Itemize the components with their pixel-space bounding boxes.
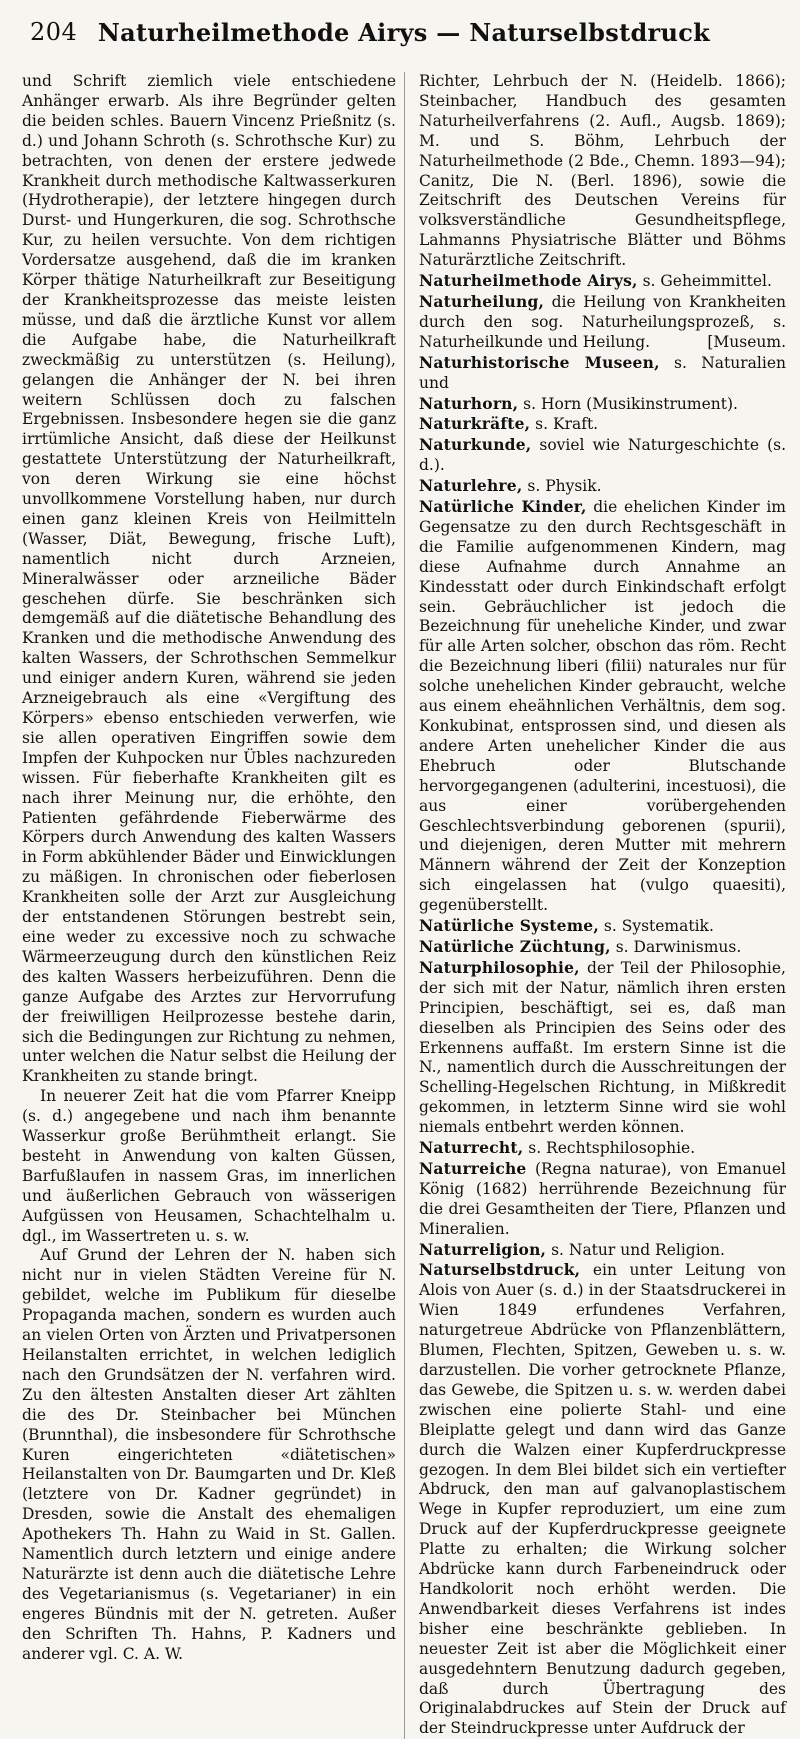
entry-text: soviel wie Naturgeschichte (s. d.). (419, 436, 786, 475)
entry-term: Naturkunde, (419, 435, 532, 455)
entry-term: Naturheilung, (419, 291, 545, 311)
entry-text: ein unter Leitung von Alois von Auer (s. d.) in der Staatsdruckerei in Wien 1849 erfundenes Verfahren, naturgetreue Abdrücke von Pflanzenblättern, Blumen, Flechten, Spitzen, Geweben u. s. w. darzustellen. Die vorher getrocknete Pflanze, das Gewebe, die Spitzen u. s. w. werden dabei zwischen eine polierte Stahl- und eine Bleiplatte gelegt und dann wird das Ganze durch die Walzen einer Kupferdruckpresse gezogen. In dem Blei bildet sich ein vertiefter Abdruck, den man auf galvanoplastischem Wege in Kupfer reproduziert, um eine zum Druck auf der Kupferdruckpresse geeignete Platte zu erhalten; die Wirkung solcher Abdrücke kann durch Farbeneindruck oder Handkolorit noch erhöht werden. Die Anwendbarkeit dieses Verfahrens ist indes bisher eine beschränkte geblieben. In neuester Zeit ist aber die Möglichkeit einer ausgedehntern Benutzung dadurch gegeben, daß durch Übertragung des Originalabdruckes auf Stein der Druck auf der Steindruckpresse unter Aufdruck der (419, 1261, 786, 1738)
entry-term: Natürliche Kinder, (419, 497, 587, 517)
entry (419, 937, 786, 958)
entry-term: Natürliche Züchtung, (419, 936, 611, 956)
page-number: 204 (30, 18, 78, 46)
entry-text: s. Kraft. (530, 415, 599, 434)
entry-term: Naturlehre, (419, 476, 523, 496)
running-title: Naturheilmethode Airys — Naturselbstdruck (97, 18, 711, 47)
entry-text: s. Rechtsphilosophie. (523, 1139, 696, 1158)
entry-text: die ehelichen Kinder im Gegensatze zu den durch Rechtsgeschäft in die Familie aufgenommenen Kindern, mag diese Aufnahme durch Annahme an Kindesstatt oder durch Einkindschaft erfolgt sein. Gebräuchlicher ist jedoch die Bezeichnung für uneheliche Kinder, und zwar für alle Arten solcher, obschon das röm. Recht die Bezeichnung liberi (filii) naturales nur für solche unehelichen Kinder gebraucht, welche aus einem eheähnlichen Verhältnis, dem sog. Konkubinat, entsprossen sind, und diesen als andere Arten unehelicher Kinder die aus Ehebruch oder Blutschande hervorgegangenen (adulterini, incestuosi), die aus einer vorübergehenden Geschlechtsverbindung geborenen (spurii), und diejenigen, deren Mutter mit mehrern Männern während der Zeit der Konzeption sich eingelassen hat (vulgo quaesiti), gegenüberstellt. (419, 498, 786, 915)
right-column (404, 72, 786, 1739)
paragraph: Richter, Lehrbuch der N. (Heidelb. 1866); Steinbacher, Handbuch des gesamten Naturheilverfahrens (2. Aufl., Augsb. 1869); M. und S. Böhm, Lehrbuch der Naturheilmethode (2 Bde., Chemn. 1893—94); Canitz, Die N. (Berl. 1896), sowie die Zeitschrift des Deutschen Vereins für volksverständliche Gesundheitspflege, Lahmanns Physiatrische Blätter und Böhms Naturärztliche Zeitschrift. (419, 72, 786, 270)
entry-term: Natürliche Systeme, (419, 916, 599, 936)
entry (419, 476, 786, 497)
entry-text: s. Natur und Religion. (546, 1240, 725, 1259)
entry-text: die Heilung von Krankheiten durch den sog. Naturheilungsprozeß, s. Naturheilkunde und Heilung. (419, 292, 786, 351)
entry-term: Naturkräfte, (419, 414, 531, 434)
paragraph: Auf Grund der Lehren der N. haben sich nicht nur in vielen Städten Vereine für N. gebildet, welche im Publikum für dieselbe Propaganda machen, sondern es wurden auch an vielen Orten von Ärzten und Privatpersonen Heilanstalten errichtet, in welchen lediglich nach den Grundsätzen der N. verfahren wird. Zu den ältesten Anstalten dieser Art zählten die des Dr. Steinbacher bei München (Brunnthal), die insbesondere für Schrothsche Kuren eingerichteten «diätetischen» Heilanstalten von Dr. Baumgarten und Dr. Kleß (letztere von Dr. Kadner gegründet) in Dresden, sowie die Anstalt des ehemaligen Apothekers Th. Hahn zu Waid in St. Gallen. Namentlich durch letztern und einige andere Naturärzte ist denn auch die diätetische Lehre des Vegetarianismus (s. Vegetarianer) in ein engeres Bündnis mit der N. getreten. Außer den Schriften Th. Hahns, P. Kadners und anderer vgl. C. A. W. (22, 1246, 396, 1663)
entry (419, 497, 786, 916)
entry-term: Naturrecht, (419, 1138, 524, 1158)
entry (419, 435, 786, 476)
entry-term: Naturselbstdruck, (419, 1260, 581, 1280)
entry-term: Naturhistorische Museen, (419, 352, 660, 372)
entry-continuation-tag: [Museum. (707, 332, 786, 351)
entry (419, 1240, 786, 1261)
entry (419, 292, 786, 353)
entry-term: Naturheilmethode Airys, (419, 271, 638, 291)
entry-text: s. Darwinismus. (610, 937, 742, 956)
entry-text: (Regna naturae), von Emanuel König (1682) herrührende Bezeichnung für die drei Gesamtheiten der Tiere, Pflanzen und Mineralien. (419, 1159, 786, 1238)
entry-text: s. Physik. (522, 477, 602, 496)
page-header (22, 10, 786, 50)
entry (419, 353, 786, 394)
paragraph: und Schrift ziemlich viele entschiedene Anhänger erwarb. Als ihre Begründer gelten die beiden schles. Bauern Vincenz Prießnitz (s. d.) und Johann Schroth (s. Schrothsche Kur) zu betrachten, von denen der erstere jedwede Krankheit durch methodische Kaltwasserkuren (Hydrotherapie), der letztere hingegen durch Durst- und Hungerkuren, die sog. Schrothsche Kur, zu heilen versuchte. Von dem richtigen Vordersatze ausgehend, daß die im kranken Körper thätige Naturheilkraft zur Beseitigung der Krankheitsprozesse das meiste leisten müsse, und daß die ärztliche Kunst vor allem die Aufgabe habe, die Naturheilkraft zweckmäßig zu unterstützen (s. Heilung), gelangen die Anhänger der N. bei ihren weitern Schlüssen doch zu falschen Ergebnissen. Insbesondere hegen sie die ganz irrtümliche Ansicht, daß diese der Heilkunst gestattete Unterstützung der Naturheilkraft, von deren Wirkung sie eine höchst unvollkommene Vorstellung haben, nur durch einen ganz kleinen Kreis von Heilmitteln (Wasser, Diät, Bewegung, frische Luft), namentlich nicht durch Arzneien, Mineralwässer oder arzneiliche Bäder geschehen dürfe. Sie beschränken sich demgemäß auf die diätetische Behandlung des Kranken und die methodische Anwendung des kalten Wassers, der Schrothschen Semmelkur und einiger andern Kuren, während sie jeden Arzneigebrauch als eine «Vergiftung des Körpers» ebenso entschieden verwerfen, wie sie allen operativen Eingriffen sowie dem Impfen der Kuhpocken nur Übles nachzureden wissen. Für fieberhafte Krankheiten gilt es nach ihrer Meinung nur, die erhöhte, den Patienten gefährdende Fieberwärme des Körpers durch Anwendung des kalten Wassers in Form abkühlender Bäder und Einwicklungen zu mäßigen. In chronischen oder fieberlosen Krankheiten solle der Arzt zur Ausgleichung der entstandenen Störungen bestrebt sein, eine weder zu excessive noch zu schwache Wärmeerzeugung durch den künstlichen Reiz des kalten Wassers herbeizuführen. Denn die ganze Aufgabe des Arztes zur Hervorrufung der freiwilligen Heilprozesse bestehe darin, sich die Bedingungen zur Richtung zu nehmen, unter welchen die Natur selbst die Heilung der Krankheiten zu stande bringt. (22, 72, 396, 1086)
entry (419, 271, 786, 292)
entry (419, 1138, 786, 1159)
entry (419, 1260, 786, 1739)
text-columns (22, 72, 786, 1739)
entry-text: s. Horn (Musikinstrument). (518, 394, 738, 413)
entry-text: der Teil der Philosophie, der sich mit der Natur, nämlich ihren ersten Principien, beschäftigt, sei es, daß man dieselben als Principien des Seins oder des Erkennens auffaßt. Im erstern Sinne ist die N., namentlich durch die Ausschreitungen der Schelling-Hegelschen Richtung, in Mißkredit gekommen, in letzterm Sinne wird sie wohl niemals entbehrt werden können. (419, 958, 786, 1137)
paragraph: In neuerer Zeit hat die vom Pfarrer Kneipp (s. d.) angegebene und nach ihm benannte Wasserkur große Berühmtheit erlangt. Sie besteht in Anwendung von kalten Güssen, Barfußlaufen in nassem Gras, im innerlichen und äußerlichen Gebrauch von wässerigen Aufgüssen von Heusamen, Schachtelhalm u. dgl., im Wassertreten u. s. w. (22, 1087, 396, 1245)
entry (419, 414, 786, 435)
entry (419, 394, 786, 415)
entry-term: Naturhorn, (419, 393, 519, 413)
left-column (22, 72, 404, 1739)
entry (419, 916, 786, 937)
entry (419, 958, 786, 1138)
entry-term: Naturreiche (419, 1158, 527, 1178)
entry (419, 1159, 786, 1240)
entry-term: Naturreligion, (419, 1239, 547, 1259)
entry-term: Naturphilosophie, (419, 957, 580, 977)
entry-text: s. Naturalien und (419, 353, 786, 392)
entry-text: s. Systematik. (598, 917, 714, 936)
entry-text: s. Geheimmittel. (637, 272, 772, 291)
